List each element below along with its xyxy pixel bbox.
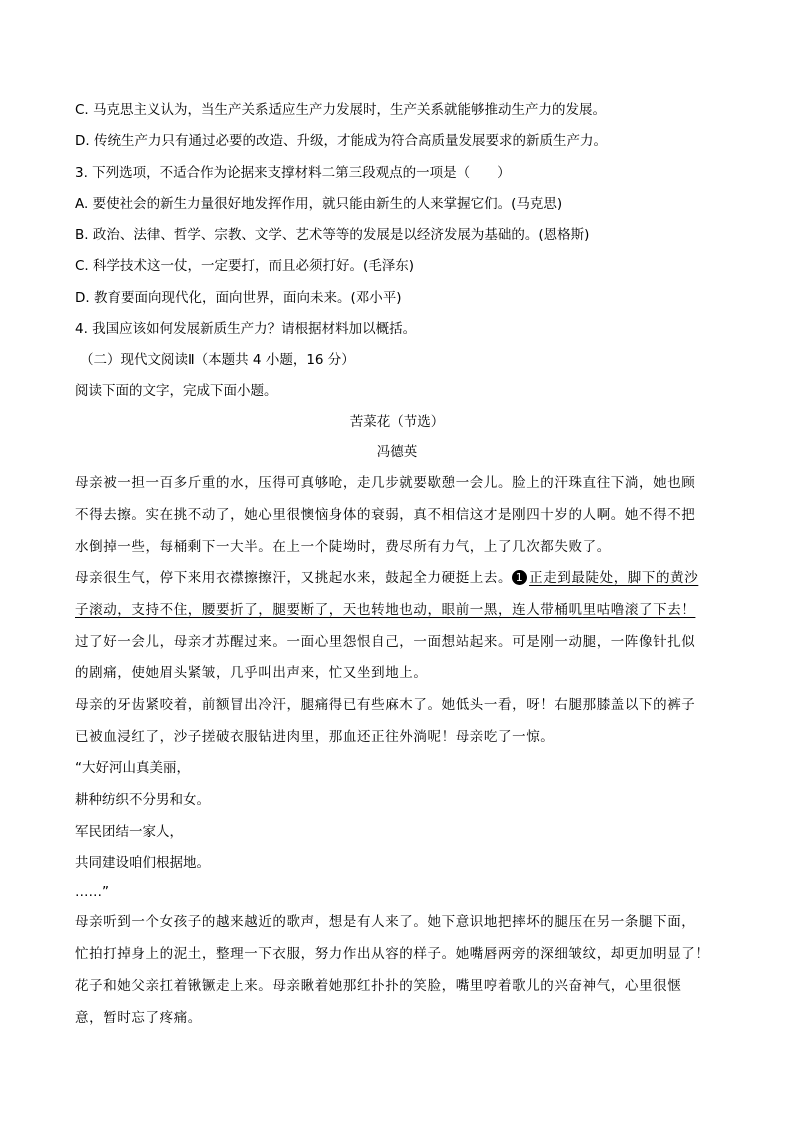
song-line3: 军民团结一家人， [75, 824, 183, 840]
q4-stem: 4. 我国应该如何发展新质生产力？请根据材料加以概括。 [75, 321, 417, 337]
section-instruction: 阅读下面的文字，完成下面小题。 [75, 383, 278, 399]
passage-p3-line1: 母亲的牙齿紧咬着，前额冒出冷汗，腿痛得已有些麻木了。她低头一看，呀！右腿那膝盖以下的裤子 [75, 697, 696, 713]
passage-p4-line4: 意，暂时忘了疼痛。 [75, 1010, 202, 1026]
passage-p2-plain-text: 母亲很生气，停下来用衣襟擦擦汗，又挑起水来，鼓起全力硬挺上去。 [75, 570, 513, 586]
q2-option-c: C. 马克思主义认为，当生产关系适应生产力发展时，生产关系就能够推动生产力的发展。 [75, 102, 607, 118]
passage-p2-line1 [75, 568, 698, 588]
passage-p1-line3: 水倒掉一些，每桶剩下一大半。在上一个陡坳时，费尽所有力气，上了几次都失败了。 [75, 539, 611, 555]
passage-p3-line2: 已被血浸红了，沙子搓破衣服钻进肉里，那血还正往外淌呢！母亲吃了一惊。 [75, 729, 555, 745]
passage-p1-line1: 母亲被一担一百多斤重的水，压得可真够呛，走几步就要歇憩一会儿。脸上的汗珠直往下淌，她也顾 [75, 475, 696, 491]
song-line5: ……” [75, 884, 109, 900]
passage-p2-line3: 过了好一会儿，母亲才苏醒过来。一面心里怨恨自己，一面想站起来。可是刚一动腿，一阵像针扎似 [75, 634, 696, 650]
passage-p4-line1: 母亲听到一个女孩子的越来越近的歌声，想是有人来了。她下意识地把摔坏的腿压在另一条腿下面， [75, 914, 696, 930]
q3-option-a: A. 要使社会的新生力量很好地发挥作用，就只能由新生的人来掌握它们。(马克思) [75, 196, 563, 212]
song-line1: “大好河山真美丽， [75, 760, 190, 776]
q3-option-b: B. 政治、法律、哲学、宗教、文学、艺术等等的发展是以经济发展为基础的。(恩格斯) [75, 227, 590, 243]
q3-option-d: D. 教育要面向现代化，面向世界，面向未来。(邓小平) [75, 290, 402, 306]
passage-p2-line4: 的剧痛，使她眉头紧皱，几乎叫出声来，忙又坐到地上。 [75, 665, 428, 681]
passage-author: 冯德英 [376, 444, 418, 460]
q3-stem: 3. 下列选项，不适合作为论据来支撑材料二第三段观点的一项是（ ） [75, 165, 511, 181]
underlined-sentence-start: 正走到最陡处，脚下的黄沙 [529, 570, 699, 586]
song-line4: 共同建设咱们根据地。 [75, 855, 210, 871]
passage-p4-line3: 花子和她父亲扛着锹镢走上来。母亲瞅着她那红扑扑的笑脸，嘴里哼着歌儿的兴奋神气，心里很惬 [75, 978, 682, 994]
circled-number-marker: 1 [512, 570, 527, 585]
song-line2: 耕种纺织不分男和女。 [75, 792, 210, 808]
passage-p1-line2: 不得去擦。实在挑不动了，她心里很懊恼身体的衰弱，真不相信这才是刚四十岁的人啊。她不得不把 [75, 507, 696, 523]
q2-option-d: D. 传统生产力只有通过必要的改造、升级，才能成为符合高质量发展要求的新质生产力。 [75, 133, 607, 149]
passage-p2-line2 [75, 600, 695, 620]
section-heading: （二）现代文阅读Ⅱ（本题共 4 小题，16 分） [80, 352, 355, 368]
passage-p4-line2: 忙拍打掉身上的泥土，整理一下衣服，努力作出从容的样子。她嘴唇两旁的深细皱纹，却更加明显了！ [75, 946, 710, 962]
underlined-sentence-end: 子滚动，支持不住，腰要折了，腿要断了，天也转地也动，眼前一黑，连人带桶叽里咕噜滚了下去！ [75, 602, 696, 618]
passage-title: 苦菜花（节选） [349, 414, 445, 430]
q3-option-c: C. 科学技术这一仗，一定要打，而且必须打好。(毛泽东) [75, 258, 415, 274]
